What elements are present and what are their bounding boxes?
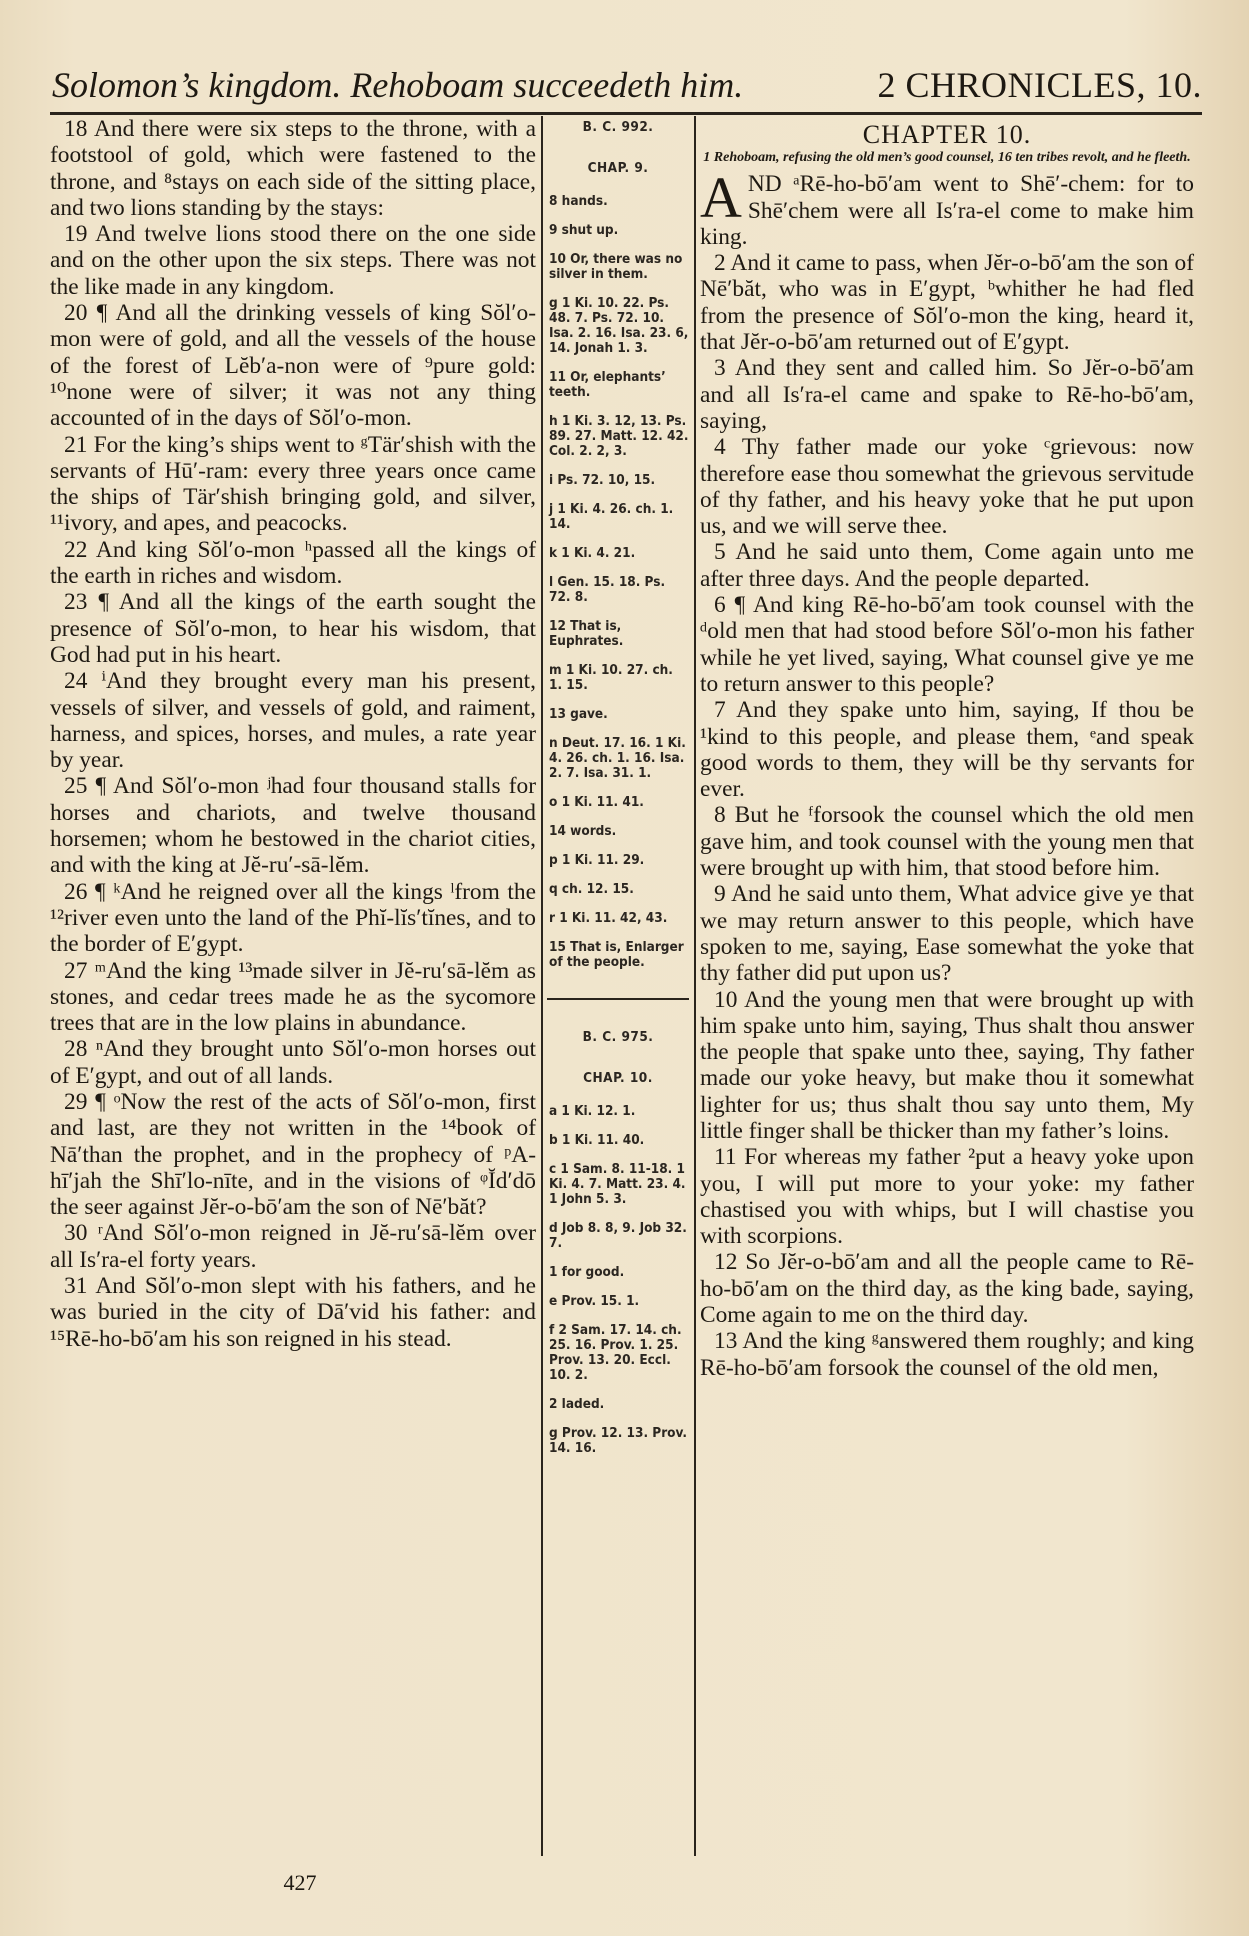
margin-notes-group <box>547 1104 689 1456</box>
verse-list <box>700 250 1194 1381</box>
verse: 23 ¶ And all the kings of the earth sought the presence of Sŏl′o-mon, to hear his wisdom, that God had put in his heart. <box>50 589 536 668</box>
header-rule <box>50 112 1202 115</box>
verse: 9 And he said unto them, What advice give ye that we may return answer to this people, which have spoken to me, saying, Ease somewhat the yoke that thy father did put upon us? <box>700 881 1194 987</box>
verse: 4 Thy father made our yoke ᶜgrievous: now therefore ease thou somewhat the grievous servitude of thy father, and his heavy yoke that he put upon us, and we will serve thee. <box>700 434 1194 540</box>
verse: 27 ᵐAnd the king ¹³made silver in Jĕ-ru′sā-lĕm as stones, and cedar trees made he as the sycomore trees that are in the low plains in abundance. <box>50 957 536 1037</box>
verse: 7 And they spake unto him, saying, If thou be ¹kind to this people, and please them, ᵉand speak good words to them, they will be thy servants for ever. <box>700 697 1194 803</box>
margin-notes-group <box>547 194 689 970</box>
margin-date: B. C. 992. <box>582 119 654 135</box>
margin-note: p 1 Ki. 11. 29. <box>549 852 645 868</box>
right-text-column <box>700 116 1194 1381</box>
verse: 6 ¶ And king Rē-ho-bō′am took counsel with the ᵈold men that had stood before Sŏl′o-mon his father while he yet lived, saying, What counsel give ye me to return answer to this people? <box>700 592 1194 697</box>
margin-note: 13 gave. <box>549 706 608 722</box>
verse <box>700 165 1194 250</box>
verse: 28 ⁿAnd they brought unto Sŏl′o-mon horses out of E′gypt, and out of all lands. <box>50 1036 536 1089</box>
margin-note: 8 hands. <box>549 193 608 209</box>
margin-note: 14 words. <box>549 823 617 839</box>
verse: 29 ¶ ᵒNow the rest of the acts of Sŏl′o-mon, first and last, are they not written in the ¹⁴book of Nā′than the prophet, and in the prophecy of ᵖA-hī′jah the Shī′lo-nīte, and in the visions of ᵠĬd′dō the seer against Jĕr-o-bō′am the son of Nē′băt? <box>50 1088 536 1221</box>
verse: 8 But he ᶠforsook the counsel which the old men gave him, and took counsel with the young men that were brought up with him, that stood before him. <box>700 802 1194 882</box>
verse: 22 And king Sŏl′o-mon ʰpassed all the kings of the earth in riches and wisdom. <box>50 536 536 590</box>
header-topic: Solomon’s kingdom. Rehoboam succeedeth him. <box>52 65 744 105</box>
verse: 30 ʳAnd Sŏl′o-mon reigned in Jĕ-ru′sā-lĕm over all Is′ra-el forty years. <box>50 1220 536 1273</box>
margin-note: c 1 Sam. 8. 11-18. 1 Ki. 4. 7. Matt. 23. 4. 1 John 5. 3. <box>549 1161 686 1207</box>
margin-note: 15 That is, Enlarger of the people. <box>549 939 684 970</box>
drop-cap: A <box>700 165 742 231</box>
verse: 3 And they sent and called him. So Jĕr-o-bō′am and all Is′ra-el came and spake to Rē-ho-bō′am, saying, <box>700 355 1194 434</box>
verse: 31 And Sŏl′o-mon slept with his fathers, and he was buried in the city of Dā′vid his father: and ¹⁵Rē-ho-bō′am his son reigned in his stead. <box>50 1273 536 1352</box>
verse: 19 And twelve lions stood there on the one side and on the other upon the six steps. There was not the like made in any kingdom. <box>50 221 536 300</box>
margin-note: e Prov. 15. 1. <box>549 1293 640 1309</box>
margin-date: B. C. 975. <box>582 1029 654 1045</box>
margin-note: 11 Or, elephants’ teeth. <box>549 369 666 400</box>
verse: 10 And the young men that were brought up with him spake unto him, saying, Thus shalt thou answer the people that spake unto thee, saying, Thy father made our yoke heavy, but make thou it somewhat lighter for us; thus shalt thou say unto them, My little finger shall be thicker than my father’s loins. <box>700 986 1194 1144</box>
column-divider-right <box>694 116 696 1856</box>
margin-note: g 1 Ki. 10. 22. Ps. 48. 7. Ps. 72. 10. Isa. 2. 16. Isa. 23. 6, 14. Jonah 1. 3. <box>549 295 689 356</box>
page-number: 427 <box>283 1870 317 1895</box>
verse: 5 And he said unto them, Come again unto me after three days. And the people departed. <box>700 539 1194 592</box>
chapter-title: CHAPTER 10. <box>862 120 1032 149</box>
margin-separator <box>547 998 689 1000</box>
margin-note: o 1 Ki. 11. 41. <box>549 794 644 810</box>
margin-note: g Prov. 12. 13. Prov. 14. 16. <box>549 1425 687 1456</box>
margin-note: 1 for good. <box>549 1264 625 1280</box>
margin-note: n Deut. 17. 16. 1 Ki. 4. 26. ch. 1. 16. Isa. 2. 7. Isa. 31. 1. <box>549 735 686 781</box>
margin-chapter: CHAP. 9. <box>587 160 649 176</box>
left-text-column <box>50 116 536 1352</box>
margin-references <box>547 120 689 1470</box>
verse: 13 And the king ᵍanswered them roughly; and king Rē-ho-bō′am forsook the counsel of the old men, <box>700 1328 1194 1381</box>
verse: 25 ¶ And Sŏl′o-mon ʲhad four thousand stalls for horses and chariots, and twelve thousand horsemen; whom he bestowed in the chariot cities, and with the king at Jĕ-ru′-sā-lĕm. <box>50 773 536 879</box>
running-header <box>52 62 1202 108</box>
margin-note: h 1 Ki. 3. 12, 13. Ps. 89. 27. Matt. 12. 42. Col. 2. 2, 3. <box>549 413 689 459</box>
margin-note: l Gen. 15. 18. Ps. 72. 8. <box>549 574 666 605</box>
margin-note: b 1 Ki. 11. 40. <box>549 1132 645 1148</box>
margin-note: i Ps. 72. 10, 15. <box>549 472 656 488</box>
margin-note: 9 shut up. <box>549 222 619 238</box>
verse: 18 And there were six steps to the throne, with a footstool of gold, which were fastened to the throne, and ⁸stays on each side of the sitting place, and two lions standing by the stays: <box>50 116 536 221</box>
margin-note: r 1 Ki. 11. 42, 43. <box>549 910 668 926</box>
margin-note: q ch. 12. 15. <box>549 881 634 897</box>
column-divider-left <box>541 116 543 1856</box>
margin-note: a 1 Ki. 12. 1. <box>549 1103 636 1119</box>
verse: 2 And it came to pass, when Jĕr-o-bō′am the son of Nē′băt, who was in E′gypt, ᵇwhither he had fled from the presence of Sŏl′o-mon the king, heard it, that Jĕr-o-bō′am returned out of E′gypt. <box>700 250 1194 356</box>
margin-note: f 2 Sam. 17. 14. ch. 25. 16. Prov. 1. 25. Prov. 13. 20. Eccl. 10. 2. <box>549 1322 682 1383</box>
header-book: 2 CHRONICLES, 10. <box>877 65 1202 105</box>
verse: 24 ⁱAnd they brought every man his present, vessels of silver, and vessels of gold, and raiment, harness, and spices, horses, and mules, a rate year by year. <box>50 668 536 774</box>
verse: 26 ¶ ᵏAnd he reigned over all the kings ˡfrom the ¹²river even unto the land of the Phĭ-lĭs′tĭnes, and to the border of E′gypt. <box>50 878 536 958</box>
margin-note: m 1 Ki. 10. 27. ch. 1. 15. <box>549 662 673 693</box>
verse-text: ND ᵃRē-ho-bō′am went to Shē′-chem: for to Shē′chem were all Is′ra-el come to make him king. <box>700 171 1194 250</box>
chapter-summary: 1 Rehoboam, refusing the old men’s good counsel, 16 ten tribes revolt, and he fleeth. <box>703 150 1191 166</box>
verse: 20 ¶ And all the drinking vessels of king Sŏl′o-mon were of gold, and all the vessels of the house of the forest of Lĕb′a-non were of ⁹pure gold: ¹⁰none were of silver; it was not any thing accounted of in the days of Sŏl′o-mon. <box>50 300 536 432</box>
margin-chapter: CHAP. 10. <box>583 1070 653 1086</box>
verse: 11 For whereas my father ²put a heavy yoke upon you, I will put more to your yoke: my father chastised you with whips, but I will chastise you with scorpions. <box>700 1144 1194 1250</box>
verse: 12 So Jĕr-o-bō′am and all the people came to Rē-ho-bō′am on the third day, as the king bade, saying, Come again to me on the third day. <box>700 1249 1194 1329</box>
margin-note: d Job 8. 8, 9. Job 32. 7. <box>549 1220 687 1251</box>
margin-note: k 1 Ki. 4. 21. <box>549 545 636 561</box>
margin-note: j 1 Ki. 4. 26. ch. 1. 14. <box>549 501 674 532</box>
margin-note: 10 Or, there was no silver in them. <box>549 251 683 282</box>
margin-note: 12 That is, Euphrates. <box>549 618 624 649</box>
verse: 21 For the king’s ships went to ᵍTär′shish with the servants of Hū′-ram: every three years once came the ships of Tär′shish bringing gold, and silver, ¹¹ivory, and apes, and peacocks. <box>50 431 536 537</box>
margin-note: 2 laded. <box>549 1396 605 1412</box>
